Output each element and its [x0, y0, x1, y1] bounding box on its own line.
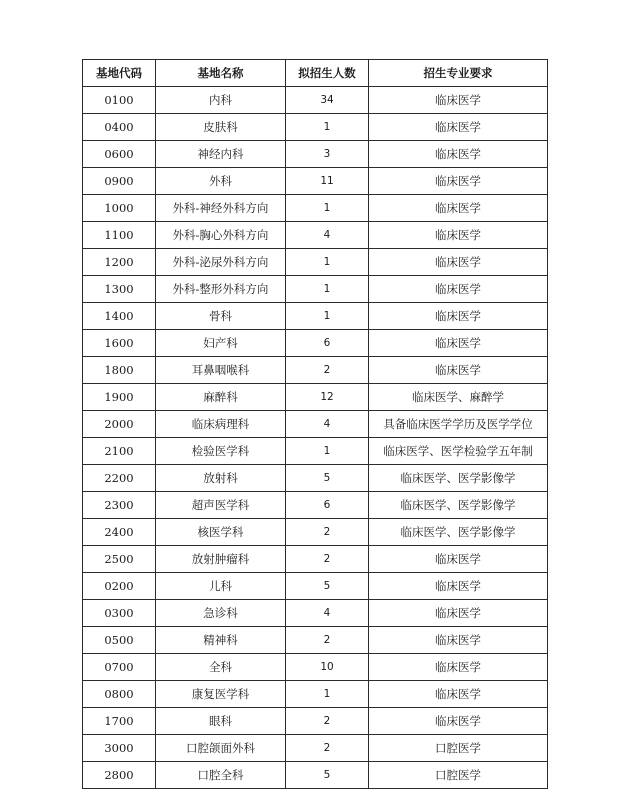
cell-count: 10 [286, 654, 369, 681]
cell-requirement: 临床医学 [369, 222, 548, 249]
table-row [83, 384, 548, 411]
cell-code: 0200 [83, 573, 156, 600]
cell-count: 2 [286, 546, 369, 573]
cell-count: 1 [286, 303, 369, 330]
cell-name: 外科-泌尿外科方向 [156, 249, 286, 276]
cell-code: 1800 [83, 357, 156, 384]
table-row [83, 303, 548, 330]
cell-requirement: 临床医学 [369, 654, 548, 681]
cell-name: 麻醉科 [156, 384, 286, 411]
cell-count: 3 [286, 141, 369, 168]
cell-code: 0600 [83, 141, 156, 168]
cell-count: 1 [286, 114, 369, 141]
cell-name: 放射科 [156, 465, 286, 492]
cell-code: 1300 [83, 276, 156, 303]
cell-requirement: 口腔医学 [369, 735, 548, 762]
cell-requirement: 临床医学 [369, 600, 548, 627]
cell-count: 1 [286, 681, 369, 708]
cell-count: 34 [286, 87, 369, 114]
header-requirement: 招生专业要求 [369, 60, 548, 87]
cell-name: 精神科 [156, 627, 286, 654]
table-row [83, 141, 548, 168]
cell-code: 1000 [83, 195, 156, 222]
cell-requirement: 具备临床医学学历及医学学位 [369, 411, 548, 438]
cell-count: 4 [286, 600, 369, 627]
cell-code: 0800 [83, 681, 156, 708]
cell-name: 耳鼻咽喉科 [156, 357, 286, 384]
cell-name: 儿科 [156, 573, 286, 600]
table-row [83, 330, 548, 357]
cell-count: 4 [286, 222, 369, 249]
cell-code: 1900 [83, 384, 156, 411]
cell-code: 2100 [83, 438, 156, 465]
cell-code: 2400 [83, 519, 156, 546]
cell-code: 1200 [83, 249, 156, 276]
cell-name: 妇产科 [156, 330, 286, 357]
cell-name: 康复医学科 [156, 681, 286, 708]
cell-count: 2 [286, 735, 369, 762]
cell-code: 2200 [83, 465, 156, 492]
cell-requirement: 临床医学 [369, 168, 548, 195]
cell-count: 2 [286, 708, 369, 735]
cell-name: 临床病理科 [156, 411, 286, 438]
cell-name: 内科 [156, 87, 286, 114]
cell-name: 外科-神经外科方向 [156, 195, 286, 222]
cell-requirement: 临床医学 [369, 573, 548, 600]
table-row [83, 249, 548, 276]
cell-code: 2800 [83, 762, 156, 789]
cell-count: 5 [286, 573, 369, 600]
cell-requirement: 临床医学 [369, 681, 548, 708]
cell-code: 0300 [83, 600, 156, 627]
cell-code: 1400 [83, 303, 156, 330]
cell-count: 1 [286, 249, 369, 276]
cell-name: 全科 [156, 654, 286, 681]
cell-name: 口腔全科 [156, 762, 286, 789]
table-header-row [83, 60, 548, 87]
table-body [83, 87, 548, 789]
table-row [83, 357, 548, 384]
cell-code: 1100 [83, 222, 156, 249]
cell-requirement: 临床医学、医学影像学 [369, 492, 548, 519]
cell-code: 0400 [83, 114, 156, 141]
cell-name: 核医学科 [156, 519, 286, 546]
cell-requirement: 临床医学 [369, 303, 548, 330]
cell-name: 神经内科 [156, 141, 286, 168]
cell-requirement: 临床医学 [369, 114, 548, 141]
cell-count: 5 [286, 465, 369, 492]
table-row [83, 492, 548, 519]
table-row [83, 546, 548, 573]
table-row [83, 654, 548, 681]
cell-count: 1 [286, 438, 369, 465]
cell-requirement: 临床医学 [369, 357, 548, 384]
header-name: 基地名称 [156, 60, 286, 87]
cell-code: 1600 [83, 330, 156, 357]
cell-code: 2000 [83, 411, 156, 438]
table-row [83, 168, 548, 195]
cell-code: 0500 [83, 627, 156, 654]
table-row [83, 438, 548, 465]
cell-name: 外科-整形外科方向 [156, 276, 286, 303]
cell-requirement: 临床医学 [369, 276, 548, 303]
cell-requirement: 口腔医学 [369, 762, 548, 789]
cell-requirement: 临床医学、医学检验学五年制 [369, 438, 548, 465]
cell-count: 5 [286, 762, 369, 789]
cell-name: 骨科 [156, 303, 286, 330]
cell-name: 急诊科 [156, 600, 286, 627]
cell-count: 2 [286, 357, 369, 384]
cell-name: 眼科 [156, 708, 286, 735]
cell-code: 2500 [83, 546, 156, 573]
table-row [83, 708, 548, 735]
cell-name: 外科 [156, 168, 286, 195]
cell-requirement: 临床医学 [369, 546, 548, 573]
table-row [83, 681, 548, 708]
enrollment-table [82, 59, 548, 789]
cell-count: 1 [286, 276, 369, 303]
cell-name: 超声医学科 [156, 492, 286, 519]
table-row [83, 627, 548, 654]
table-row [83, 735, 548, 762]
table-row [83, 276, 548, 303]
cell-requirement: 临床医学 [369, 330, 548, 357]
cell-count: 6 [286, 492, 369, 519]
cell-name: 皮肤科 [156, 114, 286, 141]
cell-code: 1700 [83, 708, 156, 735]
cell-name: 口腔颌面外科 [156, 735, 286, 762]
cell-count: 2 [286, 519, 369, 546]
table-row [83, 519, 548, 546]
cell-code: 0700 [83, 654, 156, 681]
header-code: 基地代码 [83, 60, 156, 87]
cell-name: 检验医学科 [156, 438, 286, 465]
cell-code: 2300 [83, 492, 156, 519]
cell-count: 1 [286, 195, 369, 222]
table-row [83, 600, 548, 627]
header-count: 拟招生人数 [286, 60, 369, 87]
cell-name: 外科-胸心外科方向 [156, 222, 286, 249]
cell-requirement: 临床医学、医学影像学 [369, 465, 548, 492]
cell-requirement: 临床医学 [369, 87, 548, 114]
table-row [83, 222, 548, 249]
table-row [83, 114, 548, 141]
table-row [83, 573, 548, 600]
cell-code: 0100 [83, 87, 156, 114]
cell-requirement: 临床医学、麻醉学 [369, 384, 548, 411]
cell-requirement: 临床医学 [369, 141, 548, 168]
cell-count: 6 [286, 330, 369, 357]
cell-requirement: 临床医学 [369, 195, 548, 222]
cell-count: 12 [286, 384, 369, 411]
cell-count: 2 [286, 627, 369, 654]
table-row [83, 411, 548, 438]
table-row [83, 762, 548, 789]
cell-requirement: 临床医学 [369, 249, 548, 276]
cell-count: 11 [286, 168, 369, 195]
cell-code: 3000 [83, 735, 156, 762]
cell-code: 0900 [83, 168, 156, 195]
cell-count: 4 [286, 411, 369, 438]
cell-requirement: 临床医学 [369, 627, 548, 654]
table-row [83, 195, 548, 222]
cell-name: 放射肿瘤科 [156, 546, 286, 573]
table-row [83, 87, 548, 114]
table-row [83, 465, 548, 492]
cell-requirement: 临床医学、医学影像学 [369, 519, 548, 546]
cell-requirement: 临床医学 [369, 708, 548, 735]
